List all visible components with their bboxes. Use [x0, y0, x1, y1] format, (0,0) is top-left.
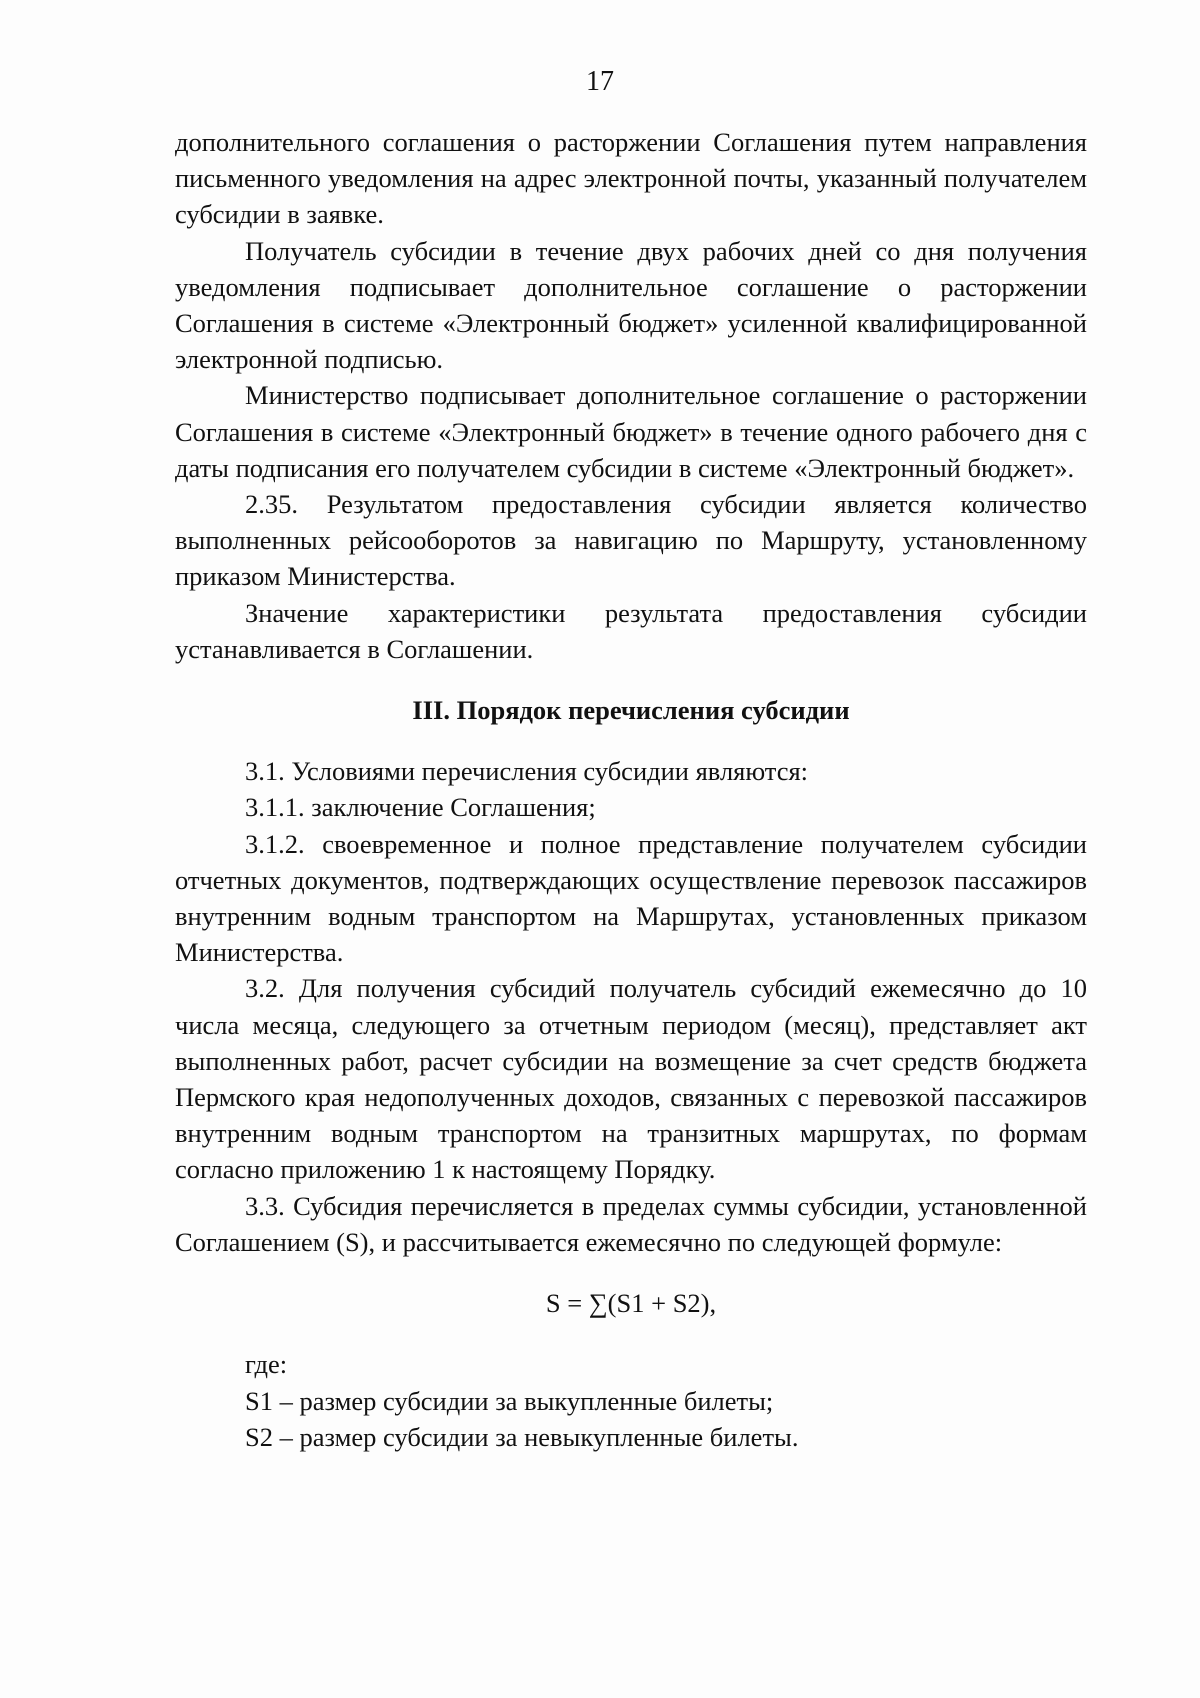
body-text	[175, 124, 1087, 1455]
where-label: где:	[245, 1349, 288, 1380]
paragraph-clause-3-3: 3.3. Субсидия перечисляется в пределах суммы субсидии, установленной Соглашением (S), и рассчитывается ежемесячно по следующей формуле:	[175, 1190, 1087, 1257]
paragraph-clause-3-1-2: 3.1.2. своевременное и полное представление получателем субсидии отчетных документов, подтверждающих осуществление перевозок пассажиров внутренним водным транспортом на Маршрутах, установленных приказом Министерства.	[175, 828, 1087, 968]
paragraph: дополнительного соглашения о расторжении Соглашения путем направления письменного уведомления на адрес электронной почты, указанный получателем субсидии в заявке.	[175, 127, 1087, 230]
paragraph: Значение характеристики результата предоставления субсидии устанавливается в Соглашении.	[175, 597, 1087, 664]
page-number: 17	[586, 66, 614, 97]
paragraph-clause-2-35: 2.35. Результатом предоставления субсидии является количество выполненных рейсооборотов за навигацию по Маршруту, установленному приказом Министерства.	[175, 489, 1087, 592]
paragraph: Министерство подписывает дополнительное соглашение о расторжении Соглашения в системе «Электронный бюджет» в течение одного рабочего дня с даты подписания его получателем субсидии в системе «Электронный бюджет».	[175, 380, 1087, 483]
paragraph-clause-3-1: 3.1. Условиями перечисления субсидии являются:	[245, 756, 809, 787]
paragraph-clause-3-1-1: 3.1.1. заключение Соглашения;	[245, 792, 596, 823]
formula: S = ∑(S1 + S2),	[545, 1288, 717, 1319]
paragraph-clause-3-2: 3.2. Для получения субсидий получатель субсидий ежемесячно до 10 числа месяца, следующего за отчетным периодом (месяц), представляет акт выполненных работ, расчет субсидии на возмещение за счет средств бюджета Пермского края недополученных доходов, связанных с перевозкой пассажиров внутренним водным транспортом на транзитных маршрутах, по формам согласно приложению 1 к настоящему Порядку.	[175, 973, 1087, 1185]
definition-s1: S1 – размер субсидии за выкупленные билеты;	[245, 1385, 774, 1416]
definition-s2: S2 – размер субсидии за невыкупленные билеты.	[245, 1421, 799, 1452]
paragraph: Получатель субсидии в течение двух рабочих дней со дня получения уведомления подписывает дополнительное соглашение о расторжении Соглашения в системе «Электронный бюджет» усиленной квалифицированной электронной подписью.	[175, 235, 1087, 375]
section-heading: III. Порядок перечисления субсидии	[412, 695, 850, 726]
